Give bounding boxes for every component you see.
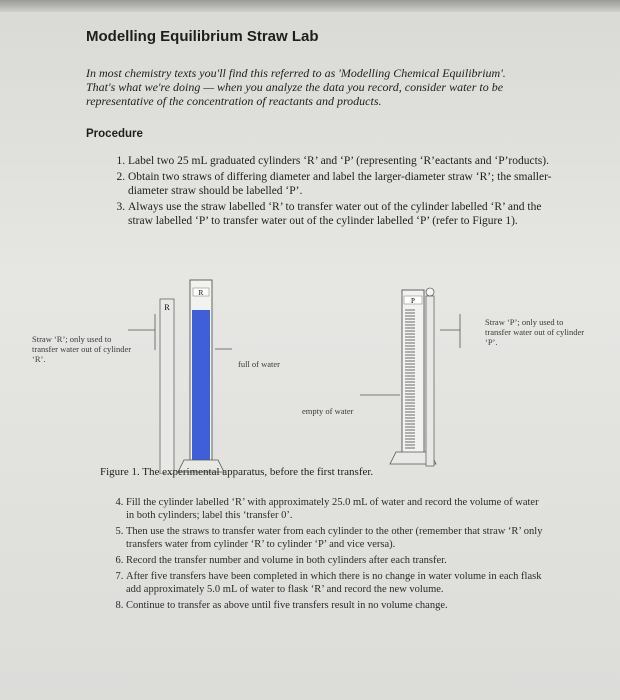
- straw-r-tag: R: [164, 303, 170, 312]
- figure-caption: Figure 1. The experimental apparatus, before the first transfer.: [100, 466, 374, 478]
- cylinder-r-tag: R: [198, 289, 204, 297]
- graduation-marks: [405, 310, 415, 448]
- procedure-heading: Procedure: [86, 128, 143, 140]
- procedure-steps-continued: [108, 496, 546, 615]
- cylinder-r-water: [192, 310, 210, 468]
- straw-p-label: Straw ‘P’; only used to transfer water out of cylinder ‘P’.: [485, 317, 585, 347]
- step-3: 3. Always use the straw labelled ‘R’ to transfer water out of the cylinder labelled ‘R’ and the straw labelled ‘P’ to transfer water out of the cylinder labelled ‘P’ (refer to Figure 1).: [128, 200, 558, 228]
- step-7: 7. After five transfers have been completed in which there is no change in water volume in each flask add approximately 5.0 mL of water to flask ‘R’ and record the new volume.: [126, 570, 546, 596]
- step-1: 1. Label two 25 mL graduated cylinders ‘R’ and ‘P’ (representing ‘R’eactants and ‘P’roducts).: [128, 154, 558, 168]
- page-title: Modelling Equilibrium Straw Lab: [86, 28, 319, 45]
- straw-p: [426, 296, 434, 466]
- empty-of-water-label: empty of water: [302, 406, 354, 416]
- straw-r: [160, 299, 174, 474]
- straw-p-top: [426, 288, 434, 296]
- apparatus-figure: [60, 14, 580, 474]
- step-4: 4. Fill the cylinder labelled ‘R’ with approximately 25.0 mL of water and record the volume of water in both cylinders; label this ‘transfer 0’.: [126, 496, 546, 522]
- intro-paragraph: In most chemistry texts you'll find this referred to as 'Modelling Chemical Equilibrium'. That's what we're doing — when you analyze the data you record, consider water to be representative of the concentration of reactants and products.: [86, 66, 506, 108]
- cylinder-p-tag: P: [411, 297, 415, 305]
- straw-r-label: Straw ‘R’; only used to transfer water out of cylinder ‘R’.: [32, 334, 132, 364]
- step-8: 8. Continue to transfer as above until five transfers result in no volume change.: [126, 599, 546, 612]
- step-5: 5. Then use the straws to transfer water from each cylinder to the other (remember that straw ‘R’ only transfers water from cylinder ‘R’ to cylinder ‘P’ and vice versa).: [126, 525, 546, 551]
- top-edge: [0, 0, 620, 12]
- step-6: 6. Record the transfer number and volume in both cylinders after each transfer.: [126, 554, 546, 567]
- step-2: 2. Obtain two straws of differing diameter and label the larger-diameter straw ‘R’; the smaller-diameter straw should be labelled ‘P’.: [128, 170, 558, 198]
- worksheet: [32, 14, 585, 700]
- full-of-water-label: full of water: [238, 359, 281, 369]
